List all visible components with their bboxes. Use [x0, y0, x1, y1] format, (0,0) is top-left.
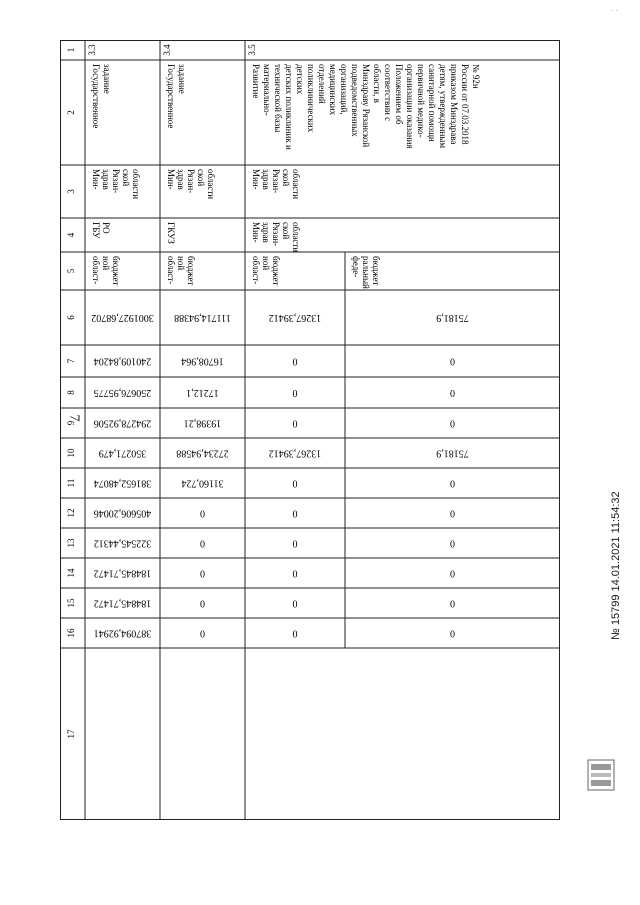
- registration-stamp-text: № 15799 14.01.2021 11:54:32: [610, 491, 622, 640]
- row-name-line: Государственное: [90, 64, 101, 129]
- value-cell: 0: [450, 477, 455, 489]
- value-cell: 0: [200, 507, 205, 519]
- row-name-line: области, в: [371, 64, 382, 103]
- row-name-line: России от 07.03.2018: [459, 64, 470, 145]
- value-cell: 13267,39412: [268, 447, 322, 459]
- row-name-line: поликлинических: [305, 64, 316, 133]
- value-cell: 294278,92506: [93, 417, 152, 429]
- row-name-line: детских поликлиник и: [283, 64, 294, 150]
- column-number: 9: [66, 420, 77, 426]
- column-number: 13: [66, 538, 77, 548]
- value-cell: 250676,95775: [93, 387, 152, 399]
- budget-table: [60, 40, 560, 820]
- row-name-line: организаций,: [338, 64, 349, 115]
- row-name-line: Государственное: [165, 64, 176, 129]
- value-cell: 0: [450, 627, 455, 639]
- value-cell: 0: [292, 355, 298, 367]
- recipient-line: области: [290, 222, 301, 253]
- value-cell: 0: [200, 567, 205, 579]
- recipient-line: ГБУ: [90, 222, 101, 239]
- value-cell: 184845,71472: [93, 567, 152, 579]
- row-name-line: Минздраву Рязанской: [360, 64, 371, 148]
- source-line: бюджет: [270, 256, 281, 286]
- value-cell: 0: [200, 537, 205, 549]
- column-number: 11: [66, 478, 77, 488]
- row-name-line: подведомственных: [349, 64, 360, 137]
- source-line: ральный: [360, 256, 371, 289]
- value-cell: 3001927,68702: [91, 312, 154, 324]
- row-name-line: материально-: [261, 64, 272, 116]
- value-cell: 0: [292, 537, 298, 549]
- column-number: 5: [66, 268, 77, 274]
- row-number: 3.5: [247, 44, 258, 56]
- row-name-line: детских: [294, 64, 305, 95]
- row-name-line: медицинских: [327, 64, 338, 116]
- source-line: ной: [100, 256, 111, 271]
- value-cell: 0: [200, 627, 205, 639]
- recipient-line: ской: [280, 222, 291, 240]
- executor-line: области: [205, 169, 216, 200]
- value-cell: 75181,9: [436, 312, 469, 324]
- executor-line: здрав: [260, 169, 271, 190]
- row-name-line: санитарной помощи: [426, 64, 437, 142]
- recipient-line: РО: [100, 222, 111, 234]
- executor-line: Рязан-: [270, 169, 281, 194]
- column-number: 2: [66, 110, 77, 115]
- value-cell: 0: [292, 627, 298, 639]
- row-name-line: организации оказания: [404, 64, 415, 149]
- executor-line: области: [130, 169, 141, 200]
- column-number: 16: [66, 628, 77, 638]
- source-line: бюджет: [110, 256, 121, 286]
- column-number: 8: [66, 390, 77, 395]
- row-name-line: отделений: [316, 64, 327, 104]
- value-cell: 0: [450, 597, 455, 609]
- executor-line: Рязан-: [185, 169, 196, 194]
- executor-line: ской: [120, 169, 131, 187]
- value-cell: 0: [292, 597, 298, 609]
- executor-line: Мин-: [250, 169, 261, 190]
- value-cell: 0: [292, 507, 298, 519]
- row-number: 3.4: [162, 44, 173, 56]
- value-cell: 0: [292, 387, 298, 399]
- column-number: 15: [66, 598, 77, 608]
- row-name-line: задание: [176, 64, 187, 94]
- page-number: 7: [66, 414, 82, 422]
- row-name-line: задание: [101, 64, 112, 94]
- corner-mark: · ·: [610, 6, 618, 15]
- row-name-line: Развитие: [250, 64, 261, 99]
- column-number: 6: [66, 315, 77, 320]
- column-number: 1: [66, 47, 77, 53]
- value-cell: 0: [292, 567, 298, 579]
- executor-line: Мин-: [165, 169, 176, 190]
- source-line: ной: [260, 256, 271, 271]
- value-cell: 31160,724: [181, 477, 224, 489]
- value-cell: 350271,479: [98, 447, 147, 459]
- recipient-line: Мин-: [250, 222, 261, 243]
- column-number: 4: [66, 232, 77, 238]
- row-name-line: приказом Минздрава: [448, 64, 459, 145]
- executor-line: Мин-: [90, 169, 101, 190]
- column-number: 12: [66, 508, 77, 518]
- source-line: ной: [175, 256, 186, 271]
- value-cell: 75181,9: [436, 447, 469, 459]
- executor-line: здрав: [175, 169, 186, 190]
- row-name-line: № 92н: [470, 64, 481, 89]
- value-cell: 0: [450, 507, 455, 519]
- value-cell: 111714,94388: [174, 312, 231, 324]
- row-name-line: Положением об: [393, 64, 404, 125]
- value-cell: 13267,39412: [268, 312, 322, 324]
- value-cell: 16708,964: [181, 355, 224, 367]
- row-name-line: соответствии с: [382, 64, 393, 122]
- value-cell: 0: [450, 567, 455, 579]
- executor-line: Рязан-: [110, 169, 121, 194]
- column-number: 7: [66, 358, 77, 364]
- value-cell: 0: [292, 477, 298, 489]
- executor-line: ской: [280, 169, 291, 187]
- value-cell: 27234,94588: [176, 447, 229, 459]
- executor-line: здрав: [100, 169, 111, 190]
- source-line: област-: [165, 256, 176, 285]
- row-number: 3.3: [87, 44, 98, 56]
- column-number: 10: [66, 448, 77, 458]
- row-name-line: первичной медико-: [415, 64, 426, 138]
- value-cell: 381652,48074: [93, 477, 152, 489]
- row-name-line: технической базы: [272, 64, 283, 133]
- source-line: област-: [250, 256, 261, 285]
- stamp-icon: [586, 756, 616, 796]
- recipient-line: Рязан-: [270, 222, 281, 247]
- table-frame: [61, 41, 560, 820]
- value-cell: 0: [450, 537, 455, 549]
- value-cell: 240109,84204: [93, 355, 152, 367]
- column-number: 17: [66, 729, 77, 739]
- row-name-line: детям, утвержденным: [437, 64, 448, 149]
- value-cell: 19398,21: [183, 417, 222, 429]
- column-number: 3: [66, 189, 77, 194]
- value-cell: 0: [450, 417, 455, 429]
- executor-line: ской: [195, 169, 206, 187]
- value-cell: 0: [450, 387, 455, 399]
- value-cell: 17212,1: [186, 387, 219, 399]
- value-cell: 184845,71472: [93, 597, 152, 609]
- source-line: феде-: [350, 256, 361, 278]
- value-cell: 405606,20046: [93, 507, 152, 519]
- executor-line: области: [290, 169, 301, 200]
- value-cell: 322545,44312: [93, 537, 152, 549]
- budget-table-grid: [60, 40, 560, 820]
- value-cell: 0: [450, 355, 455, 367]
- value-cell: 0: [200, 597, 205, 609]
- value-cell: 387094,92941: [93, 627, 152, 639]
- source-line: бюджет: [185, 256, 196, 286]
- source-line: бюджет: [370, 256, 381, 286]
- source-line: област-: [90, 256, 101, 285]
- column-number: 14: [66, 568, 77, 578]
- value-cell: 0: [292, 417, 298, 429]
- recipient-line: здрав: [260, 222, 271, 243]
- recipient-line: ГКУЗ: [165, 222, 176, 244]
